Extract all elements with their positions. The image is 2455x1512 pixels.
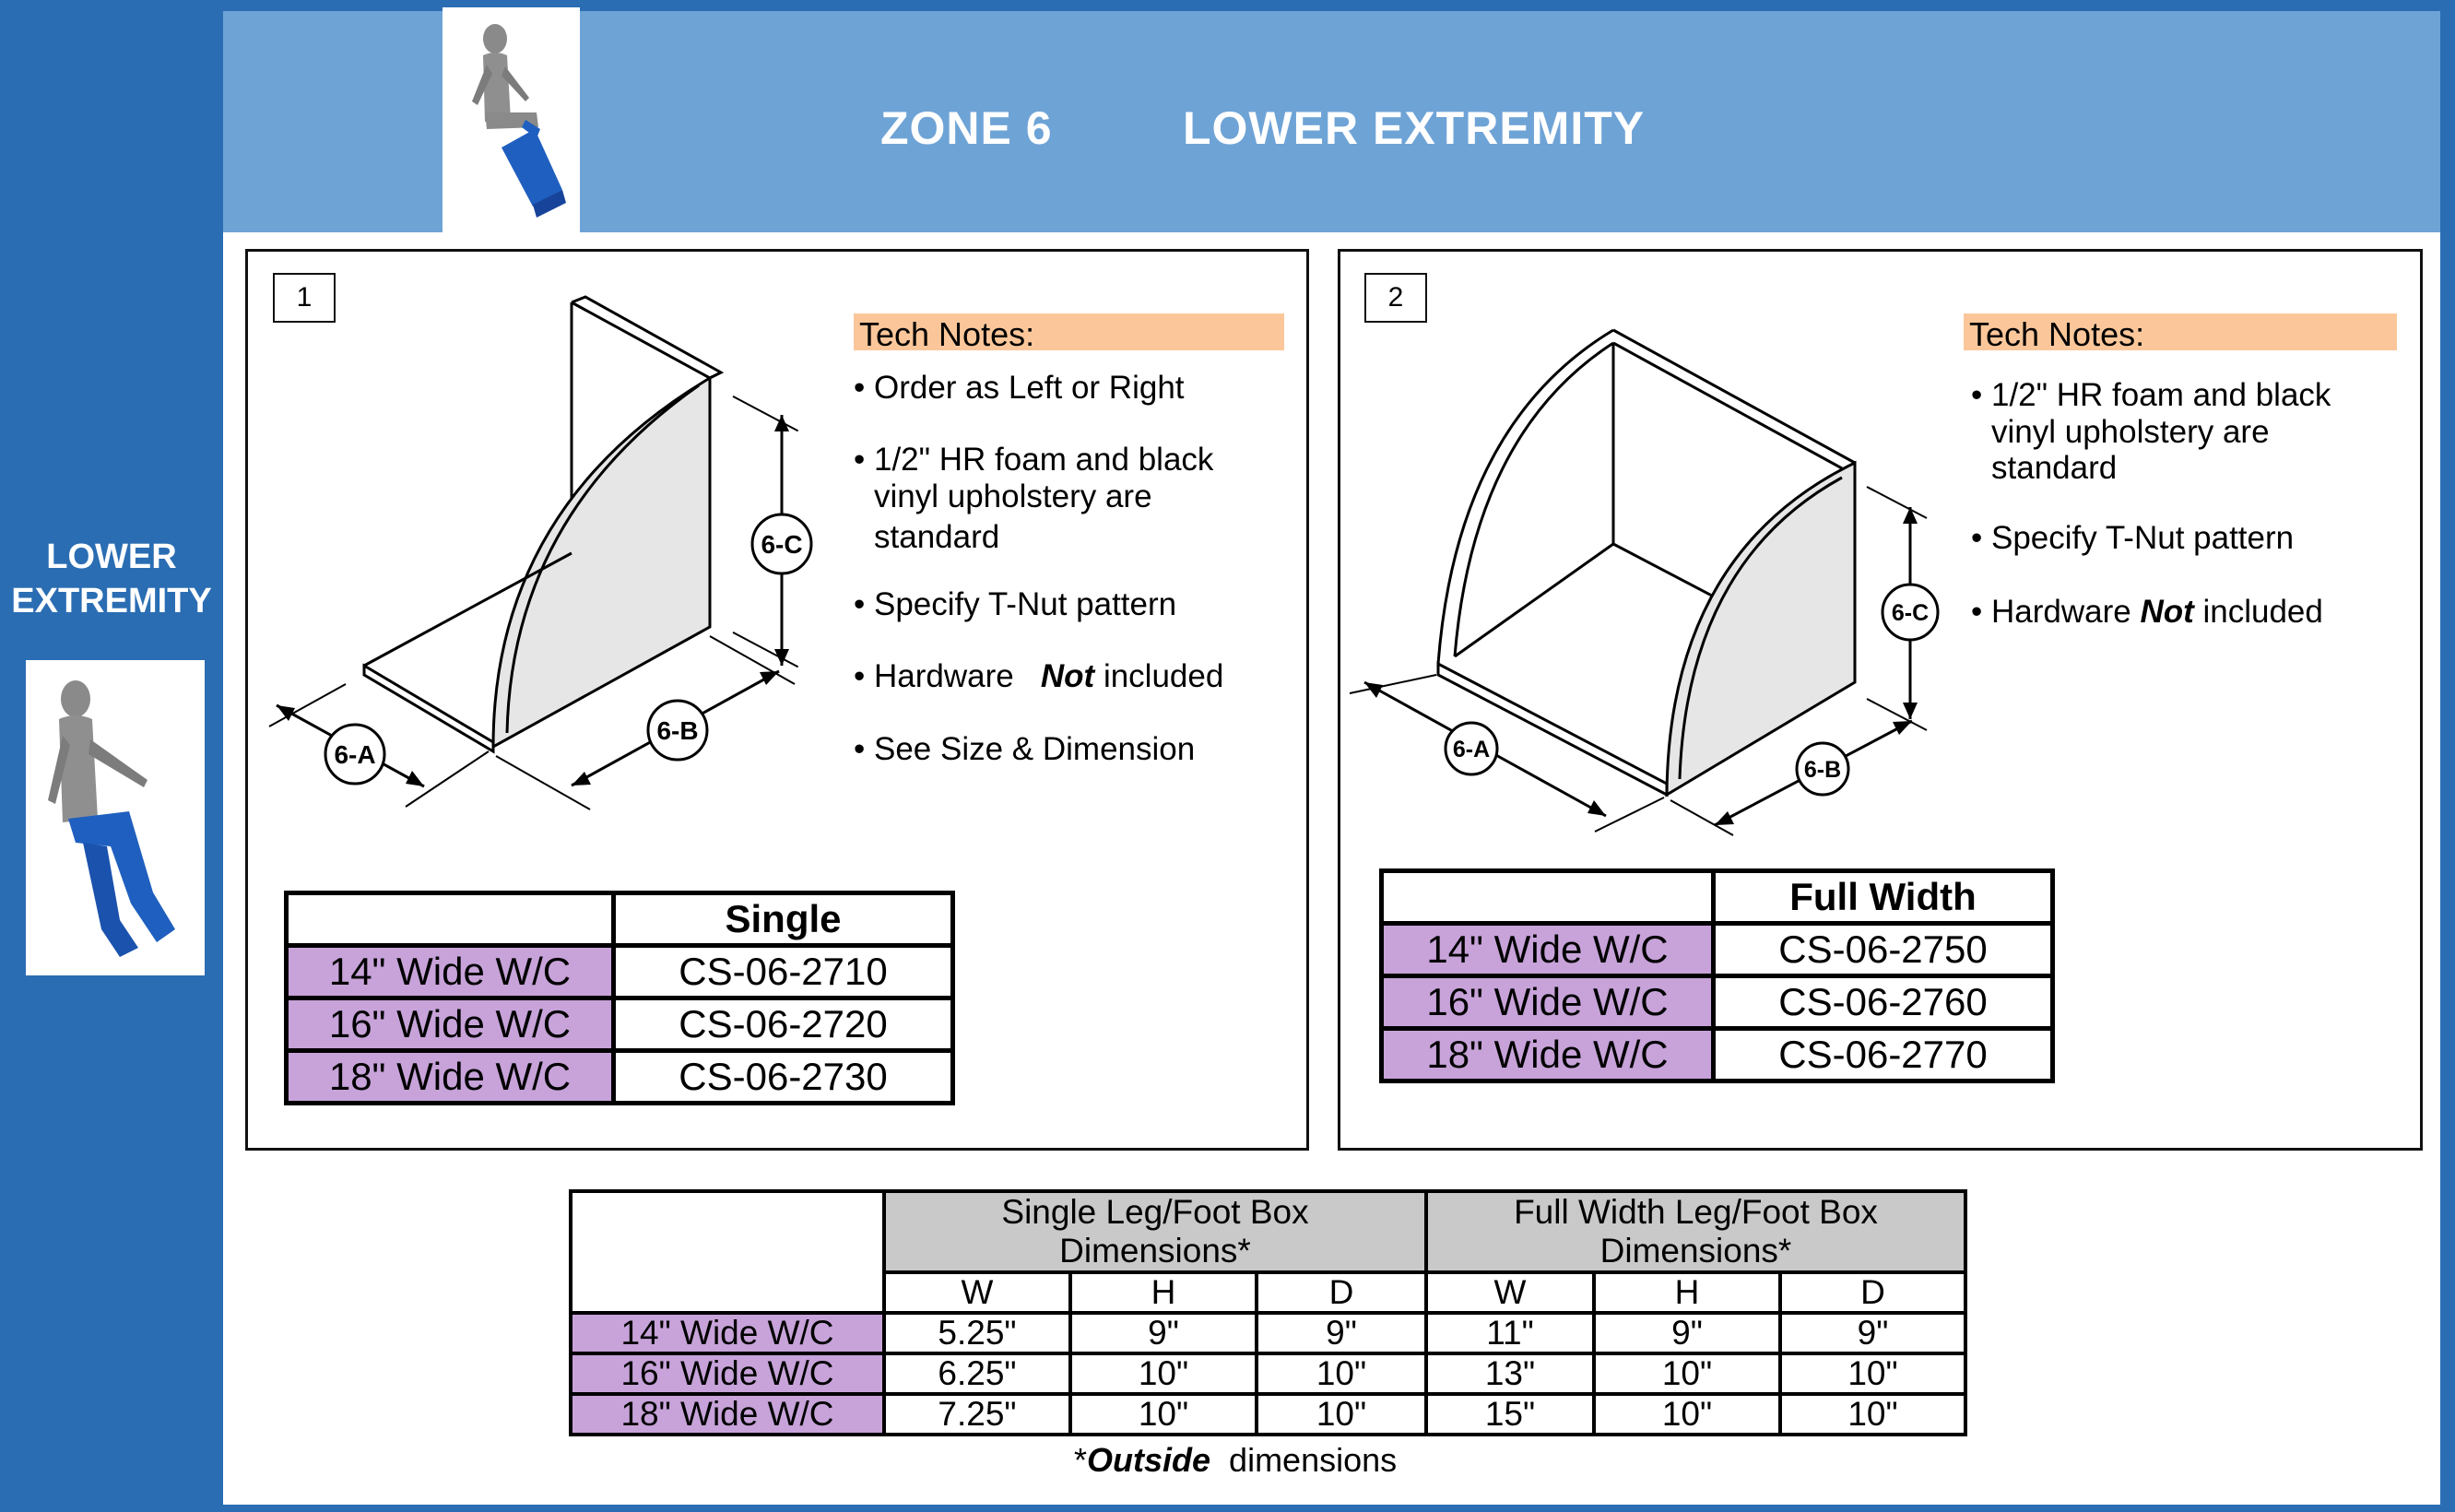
- note-included-text: included: [2202, 594, 2323, 630]
- table-corner: [571, 1191, 884, 1313]
- table-row: [571, 1394, 1965, 1435]
- row-label: 16" Wide W/C: [571, 1353, 884, 1394]
- dim-a-label: 6-A: [334, 740, 376, 769]
- note-hardware-text: • Hardware: [854, 658, 1014, 694]
- cell: 11": [1426, 1313, 1594, 1353]
- cell: 9": [1780, 1313, 1965, 1353]
- note-line: vinyl upholstery are: [1991, 414, 2270, 450]
- row-label: 14" Wide W/C: [571, 1313, 884, 1353]
- row-label: 16" Wide W/C: [1382, 976, 1714, 1029]
- cell: 10": [1257, 1394, 1426, 1435]
- table-row: [1382, 1029, 2053, 1081]
- col-header: W: [884, 1272, 1070, 1313]
- cell: 5.25": [884, 1313, 1070, 1353]
- cell: 9": [1070, 1313, 1257, 1353]
- note-line: • 1/2" HR foam and black: [1971, 377, 2331, 413]
- table-row: [287, 998, 953, 1051]
- col-header: H: [1594, 1272, 1780, 1313]
- part-number: CS-06-2730: [614, 1051, 953, 1104]
- row-label: 14" Wide W/C: [1382, 924, 1714, 976]
- seated-figure-icon: [443, 7, 580, 232]
- note-not-emphasis: Not: [1040, 658, 1095, 694]
- sidebar-figure-icon: [26, 660, 205, 975]
- cell: 13": [1426, 1353, 1594, 1394]
- part-number: CS-06-2750: [1714, 924, 2053, 976]
- sidebar-label: [0, 535, 223, 623]
- panel-number: 1: [273, 273, 336, 323]
- note-line: • 1/2" HR foam and black: [854, 442, 1214, 478]
- footnote-emphasis: Outside: [1087, 1441, 1211, 1479]
- cell: 9": [1594, 1313, 1780, 1353]
- sidebar-label-line1: LOWER: [46, 537, 177, 576]
- note-line: • Specify T-Nut pattern: [854, 586, 1177, 622]
- table-corner: [1382, 871, 1714, 924]
- group-header-line: Full Width Leg/Foot Box: [1514, 1193, 1878, 1231]
- cell: 15": [1426, 1394, 1594, 1435]
- group-header-line: Single Leg/Foot Box: [1001, 1193, 1309, 1231]
- table-row: [287, 946, 953, 998]
- sidebar-label-line2: EXTREMITY: [11, 582, 212, 620]
- col-header: D: [1780, 1272, 1965, 1313]
- note-hardware-text: • Hardware: [1971, 594, 2131, 630]
- cell: 7.25": [884, 1394, 1070, 1435]
- cell: 10": [1780, 1394, 1965, 1435]
- cell: 10": [1780, 1353, 1965, 1394]
- cell: 10": [1594, 1394, 1780, 1435]
- row-label: 18" Wide W/C: [287, 1051, 614, 1104]
- dimensions-footnote: [1074, 1441, 1397, 1480]
- col-header: W: [1426, 1272, 1594, 1313]
- group-header-line: Dimensions*: [1599, 1232, 1792, 1270]
- full-width-part-table: [1379, 868, 2055, 1083]
- panel-number: 2: [1364, 273, 1427, 323]
- table-row: [1382, 924, 2053, 976]
- note-hardware: [1971, 593, 2323, 631]
- group-header-line: Dimensions*: [1059, 1232, 1251, 1270]
- single-part-table: [284, 891, 955, 1105]
- note-included-text: included: [1103, 658, 1224, 694]
- footnote-text: dimensions: [1229, 1441, 1398, 1479]
- dim-b-label: 6-B: [1803, 757, 1842, 783]
- note-line: standard: [874, 519, 1000, 555]
- zone-label: ZONE 6: [880, 102, 1053, 154]
- tech-notes-title: Tech Notes:: [1964, 313, 2397, 350]
- note-hardware: [854, 657, 1223, 695]
- cell: 10": [1070, 1394, 1257, 1435]
- dim-c-label: 6-C: [761, 530, 803, 559]
- part-number: CS-06-2720: [614, 998, 953, 1051]
- note-line: vinyl upholstery are: [874, 478, 1152, 514]
- col-header: D: [1257, 1272, 1426, 1313]
- cell: 9": [1257, 1313, 1426, 1353]
- note-line: • Specify T-Nut pattern: [1971, 520, 2295, 556]
- cell: 6.25": [884, 1353, 1070, 1394]
- cell: 10": [1257, 1353, 1426, 1394]
- full-width-dimensions-header: [1426, 1191, 1965, 1272]
- row-label: 16" Wide W/C: [287, 998, 614, 1051]
- note-line: • See Size & Dimension: [854, 731, 1196, 767]
- part-number: CS-06-2760: [1714, 976, 2053, 1029]
- dim-c-label: 6-C: [1891, 600, 1930, 626]
- table-row: [1382, 976, 2053, 1029]
- table-row: [287, 1051, 953, 1104]
- page-title: LOWER EXTREMITY: [1183, 102, 1646, 154]
- single-dimensions-header: [884, 1191, 1426, 1272]
- single-legbox-diagram: [258, 286, 848, 839]
- dim-b-label: 6-B: [656, 716, 699, 745]
- tech-notes-title: Tech Notes:: [854, 313, 1284, 350]
- row-label: 18" Wide W/C: [1382, 1029, 1714, 1081]
- dim-a-label: 6-A: [1452, 737, 1491, 762]
- part-number: CS-06-2770: [1714, 1029, 2053, 1081]
- note-not-emphasis: Not: [2140, 594, 2194, 630]
- table-row: [571, 1353, 1965, 1394]
- cell: 10": [1070, 1353, 1257, 1394]
- col-header: H: [1070, 1272, 1257, 1313]
- dimensions-table: [569, 1189, 1967, 1436]
- note-line: • Order as Left or Right: [854, 370, 1185, 406]
- cell: 10": [1594, 1353, 1780, 1394]
- table-header: Full Width: [1714, 871, 2053, 924]
- part-number: CS-06-2710: [614, 946, 953, 998]
- footnote-star: *: [1074, 1441, 1088, 1479]
- row-label: 14" Wide W/C: [287, 946, 614, 998]
- full-width-legbox-diagram: [1337, 313, 1964, 848]
- note-line: standard: [1991, 450, 2118, 486]
- table-header: Single: [614, 893, 953, 946]
- table-row: [571, 1313, 1965, 1353]
- row-label: 18" Wide W/C: [571, 1394, 884, 1435]
- table-corner: [287, 893, 614, 946]
